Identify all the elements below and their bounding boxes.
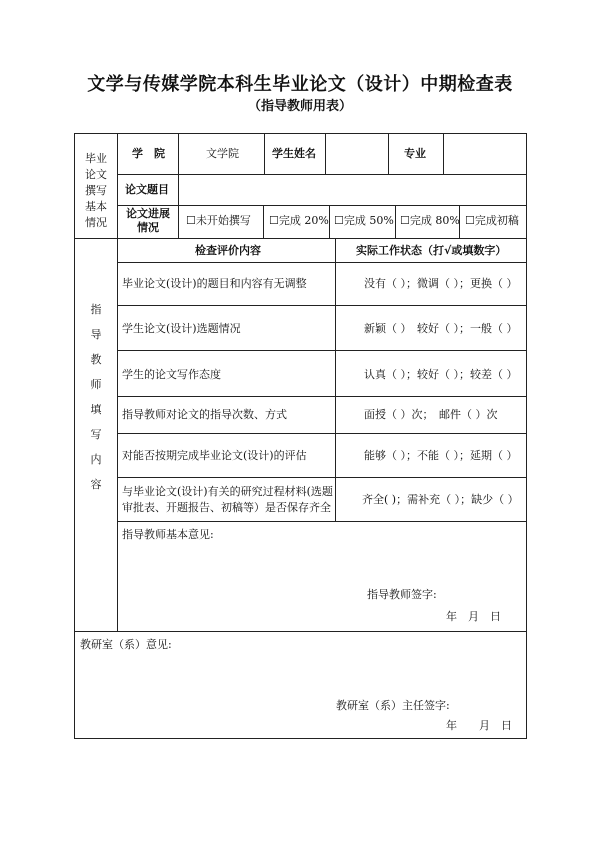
page-subtitle: （指导教师用表） (247, 99, 352, 114)
table-border-right (526, 133, 527, 739)
major-label: 专业 (404, 147, 426, 160)
check-item-guidance-count: 指导教师对论文的指导次数、方式 (122, 408, 287, 421)
col-divider (263, 205, 264, 238)
student-name-label: 学生姓名 (272, 147, 316, 160)
student-name-field[interactable] (330, 147, 385, 161)
col-divider (329, 205, 330, 238)
supervisor-section-label: 指 导 教 师 填 写 内 容 (90, 303, 102, 491)
col-divider (388, 133, 389, 174)
status-materials[interactable]: 齐全( )；需补充（ ）；缺少（ ） (362, 493, 519, 506)
status-guidance-count[interactable]: 面授（ ）次； 邮件（ ）次 (364, 408, 498, 421)
col-divider (325, 133, 326, 174)
row-divider (74, 238, 527, 239)
item-column-header: 检查评价内容 (195, 244, 261, 257)
row-divider (117, 350, 527, 351)
col-divider (395, 205, 396, 238)
check-item-writing-attitude: 学生的论文写作态度 (122, 368, 221, 381)
thesis-title-field[interactable] (184, 183, 520, 197)
status-completion-assessment[interactable]: 能够（ ）；不能（ ）；延期（ ） (364, 449, 518, 462)
supervisor-date-label: 年 月 日 (446, 610, 501, 623)
col-divider (178, 133, 179, 238)
table-border-left (74, 133, 75, 739)
major-field[interactable] (448, 147, 523, 161)
supervisor-signature-label: 指导教师签字: (367, 588, 437, 601)
thesis-title-label: 论文题目 (125, 183, 169, 196)
check-item-topic-adjustment: 毕业论文(设计)的题目和内容有无调整 (122, 277, 307, 290)
row-divider (74, 631, 527, 632)
basic-info-section-label: 毕业 论文 撰写 基本 情况 (85, 152, 107, 229)
table-border-top (74, 133, 527, 134)
college-label: 学 院 (132, 147, 165, 160)
check-item-materials: 与毕业论文(设计)有关的研究过程材料(选题 审批表、开题报告、初稿等）是否保存齐全 (122, 485, 333, 514)
department-opinion-label: 教研室（系）意见: (80, 638, 172, 651)
row-divider (117, 433, 527, 434)
check-item-completion-assessment: 对能否按期完成毕业论文(设计)的评估 (122, 449, 307, 462)
row-divider (117, 396, 527, 397)
college-value[interactable]: 文学院 (206, 147, 239, 160)
department-date-label: 年 月 日 (446, 719, 512, 732)
row-divider (117, 521, 527, 522)
progress-option-draft[interactable]: ☐完成初稿 (465, 214, 519, 227)
status-topic-selection[interactable]: 新颖（ ） 较好（ ）；一般（ ） (364, 322, 518, 335)
col-divider (443, 133, 444, 174)
row-divider (117, 477, 527, 478)
row-divider (117, 262, 527, 263)
col-divider (335, 238, 336, 521)
check-item-topic-selection: 学生论文(设计)选题情况 (122, 322, 241, 335)
progress-option-not-started[interactable]: ☐未开始撰写 (186, 214, 251, 227)
status-topic-adjustment[interactable]: 没有（ ）；微调（ ）；更换（ ） (364, 277, 518, 290)
row-divider (117, 305, 527, 306)
supervisor-opinion-label: 指导教师基本意见: (122, 528, 214, 541)
progress-option-20[interactable]: ☐完成 20% (269, 214, 329, 227)
progress-option-80[interactable]: ☐完成 80% (400, 214, 460, 227)
page-title: 文学与传媒学院本科生毕业论文（设计）中期检查表 (87, 74, 513, 95)
status-writing-attitude[interactable]: 认真（ ）；较好（ ）；较差（ ） (364, 368, 518, 381)
status-column-header: 实际工作状态（打√或填数字） (356, 244, 507, 257)
progress-label: 论文进展 情况 (126, 207, 170, 234)
department-signature-label: 教研室（系）主任签字: (336, 699, 450, 712)
table-border-bottom (74, 738, 527, 739)
progress-option-50[interactable]: ☐完成 50% (334, 214, 394, 227)
col-divider (264, 133, 265, 174)
